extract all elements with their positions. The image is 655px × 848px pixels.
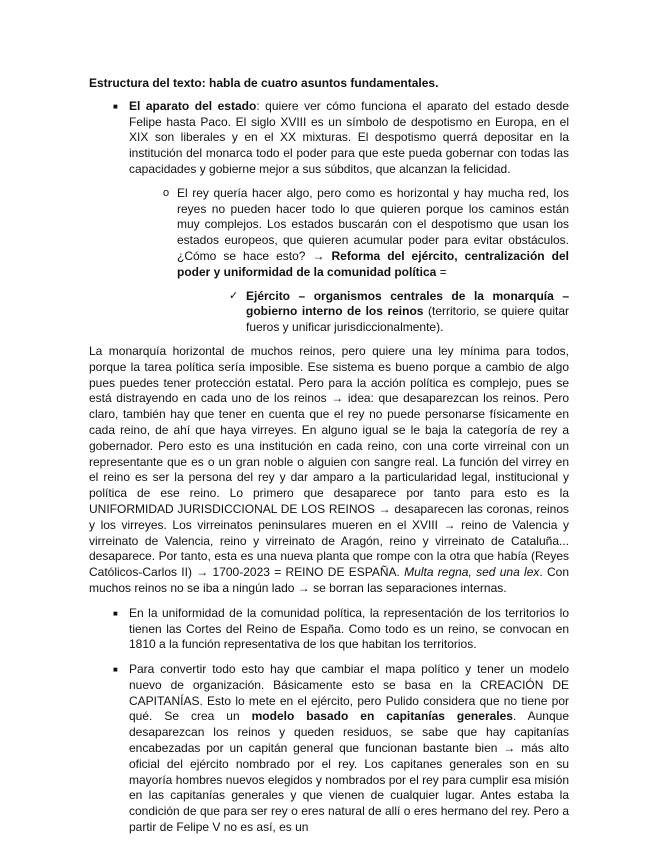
paragraph-text: La monarquía horizontal de muchos reinos, pero quiere una ley mínima para todos, porque la tarea política sería imposible. Ese sistema es bueno porque a cambio de algo pues puedes tener protección estatal. Pero para la acción política es complejo, pues se está distrayendo en cada uno de los reinos → idea: que desaparezcan los reinos. Pero claro, también hay que tener en cuenta que el rey no puede personarse físicamente en cada reino, de ahí que haya virreyes. En alguno igual se le baja la categoría de rey a gobernador. Pero esto es una institución en cada reino, con una corte virreinal con un representante que es o un gran noble o alguien con sangre real. La función del virrey en el reino es ser la persona del rey y dar amparo a la particularidad legal, institucional y política de ese reino. Lo primero que desaparece por tanto para esto es la UNIFORMIDAD JURISDICCIONAL DE LOS REINOS → desaparecen las coronas, reinos y los virreyes. Los virreinatos peninsulares mueren en el XVIII → reino de Valencia y virreinato de Valencia, reino y virreinato de Aragón, reino y virreinato de Cataluña... desaparece. Por tanto, esta es una nueva planta que rompe con la otra que había (Reyes Católicos-Carlos II) → 1700-2023 = REINO DE ESPAÑA. (89, 343, 569, 580)
checkmark-icon: ✓ (229, 289, 239, 302)
check-bold-text: Ejército – organismos centrales de la monarquía – gobierno interno de los reinos (246, 288, 569, 319)
square-bullet-icon: ■ (113, 608, 118, 618)
sub-bullet-bold-text: Reforma del ejército, centralización del poder y uniformidad de la comunidad política (177, 248, 569, 279)
square-bullet-icon: ■ (113, 101, 118, 111)
circle-bullet-icon: o (163, 186, 170, 199)
bullet-uniformidad (89, 606, 569, 653)
square-bullet-icon: ■ (113, 665, 118, 675)
check-item-ejercito (89, 289, 569, 336)
bullet-text: En la uniformidad de la comunidad política, la representación de los territorios lo tienen las Cortes del Reino de España. Como todo es un reino, se convocan en 1810 a la función representativa de los que habitan los territorios. (129, 605, 569, 652)
bullet-capitanias (89, 662, 569, 836)
bullet-aparato-del-estado (89, 99, 569, 178)
latin-phrase: Multa regna, sed una lex (404, 565, 540, 580)
sub-bullet-rey (89, 186, 569, 281)
section-heading: Estructura del texto: habla de cuatro asuntos fundamentales. (89, 76, 439, 90)
bullet-end: . Aunque desaparezcan los reinos y queden residuos, se sabe que hay capitanías encabezadas por un capitán general que funcionan bastante bien → más alto oficial del ejército nombrado por el rey. Los capitanes generales son en su mayoría hombres nuevos elegidos y nombrados por el rey para cumplir esa misión en las capitanías generales y que vienen de cualquier lugar. Antes estaba la condición de que para ser rey o eres natural de allí o eres hermano del rey. Pero a partir de Felipe V no es así, es un (129, 709, 569, 835)
bullet-text: : quiere ver cómo funciona el aparato del estado desde Felipe hasta Paco. El siglo XVIII es un símbolo de despotismo en Europa, en el XIX son liberales y en el XX mixturas. El despotismo querrá depositar en la institución del monarca todo el poder para que este pueda gobernar con todas las capacidades y gobierne mejor a sus súbditos, que alcanzan la felicidad. (129, 98, 569, 176)
sub-bullet-end: = (436, 264, 447, 279)
paragraph-end: . Con muchos reinos no se iba a ningún lado → se borran las separaciones internas. (89, 565, 570, 595)
bullet-bold-text: modelo basado en capitanías generales (251, 709, 513, 724)
bullet-text: Para convertir todo esto hay que cambiar el mapa político y tener un modelo nuevo de organización. Básicamente esto se basa en la CREACIÓN DE CAPITANÍAS. Esto lo mete en el ejército, pero Pulido considera que no tiene por qué. Se crea un (129, 662, 569, 724)
body-paragraph (89, 344, 569, 597)
bullet-bold-text: El aparato del estado (129, 98, 257, 113)
check-text: (territorio, se quiere quitar fueros y unificar jurisdiccionalmente). (246, 304, 569, 335)
sub-bullet-text: El rey quería hacer algo, pero como es horizontal y hay mucha red, los reyes no pueden hacer todo lo que quieren porque los caminos están muy complejos. Los estados buscarán con el despotismo que usan los estados europeos, que quieren acumular poder para evitar obstáculos. ¿Cómo se hace esto? → (177, 185, 569, 263)
